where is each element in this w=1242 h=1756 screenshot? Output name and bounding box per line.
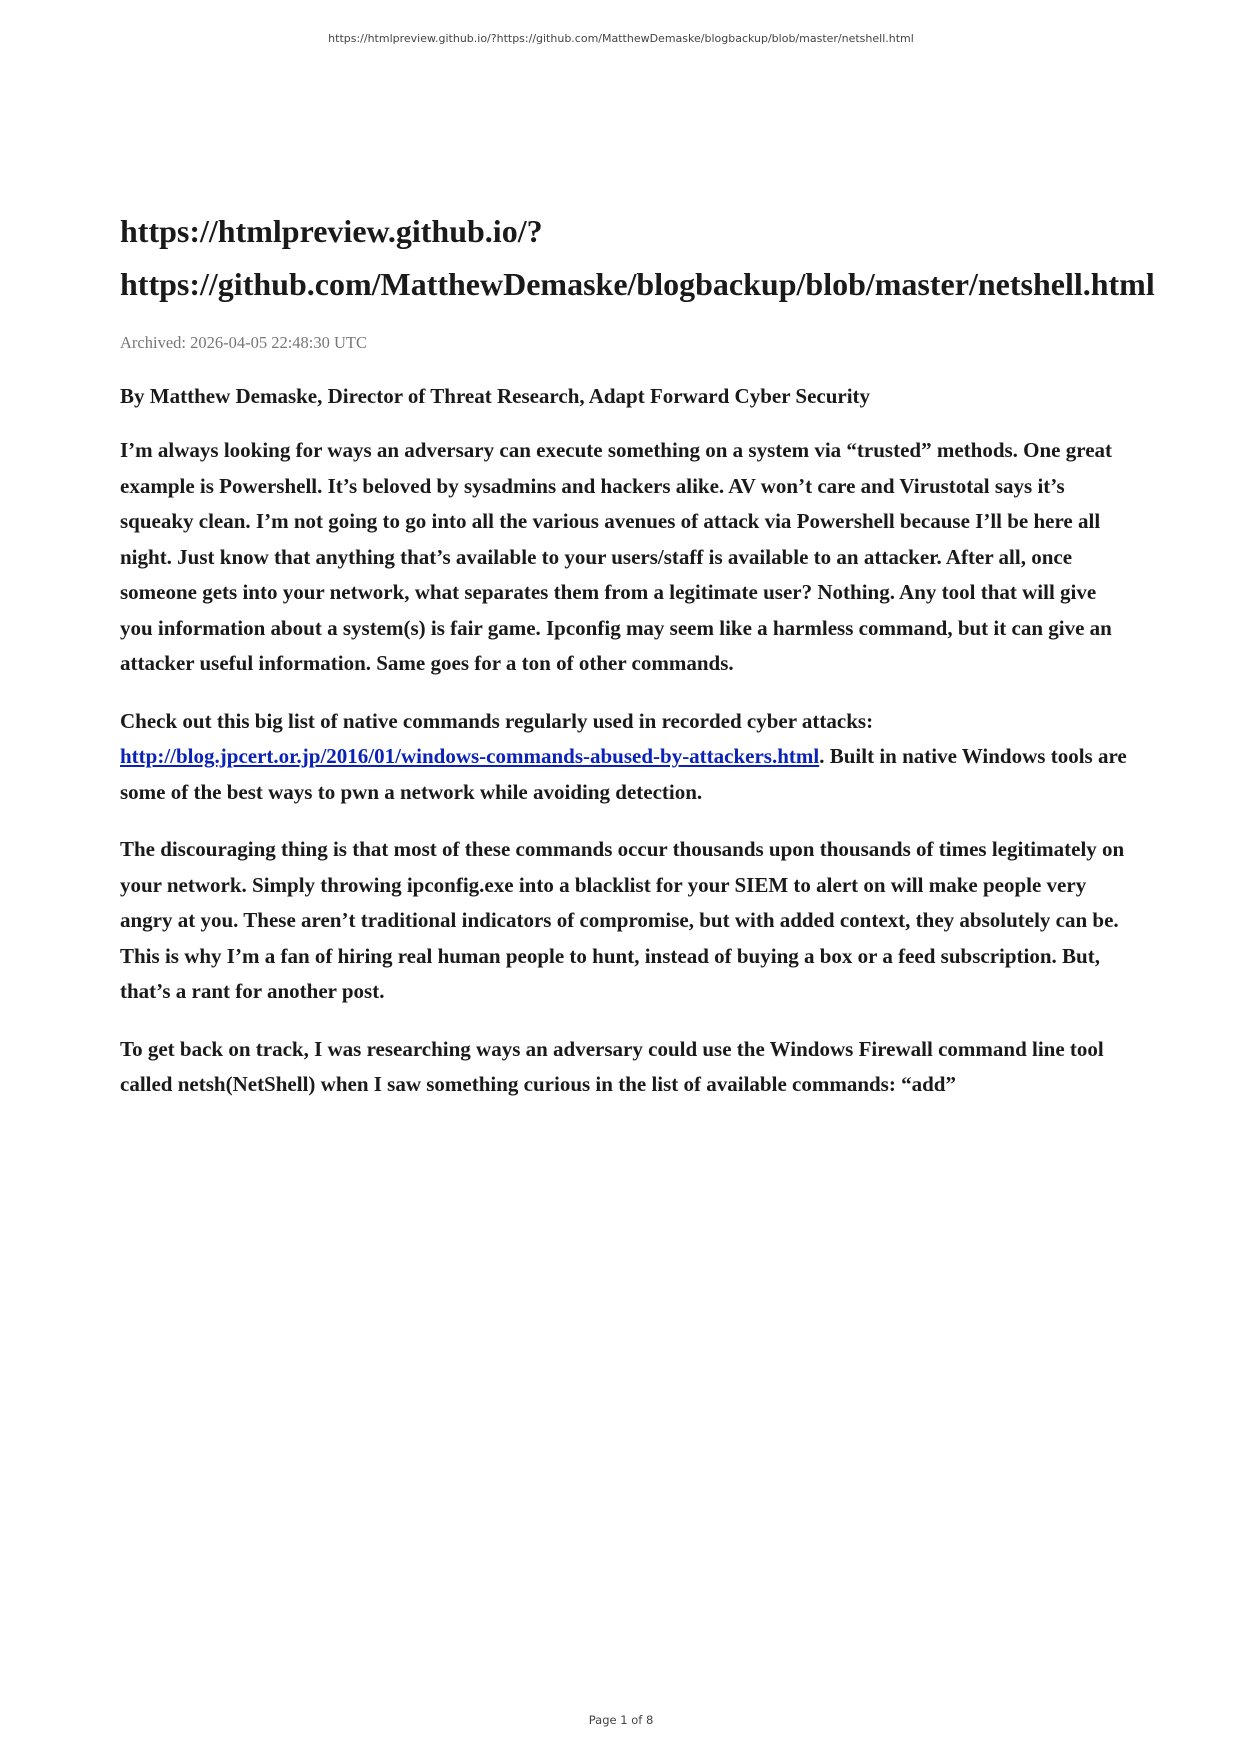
page-title [120,205,1155,311]
paragraph-2-outro: . Built in native Windows tools are some of the best ways to pwn a network while avoiding detection. [120,744,1127,804]
paragraph-3: The discouraging thing is that most of these commands occur thousands upon thousands of times legitimately on your network. Simply throwing ipconfig.exe into a blacklist for your SIEM to alert on will make people very angry at you. These aren’t traditional indicators of compromise, but with added context, they absolutely can be. This is why I’m a fan of hiring real human people to hunt, instead of buying a box or a feed subscription. But, that’s a rant for another post. [120,837,1125,1003]
archived-timestamp: Archived: 2026-04-05 22:48:30 UTC [120,333,368,352]
article [120,205,1155,1124]
running-header-url: https://htmlpreview.github.io/?https://github.com/MatthewDemaske/blogbackup/blob/master/netshell.html [328,32,914,45]
page-title-line-2: https://github.com/MatthewDemaske/blogbackup/blob/master/netshell.html [120,266,1155,302]
paragraph-1: I’m always looking for ways an adversary can execute something on a system via “trusted” methods. One great example is Powershell. It’s beloved by sysadmins and hackers alike. AV won’t care and Virustotal says it’s squeaky clean. I’m not going to go into all the various avenues of attack via Powershell because I’ll be here all night. Just know that anything that’s available to your users/staff is available to an attacker. After all, once someone gets into your network, what separates them from a legitimate user? Nothing. Any tool that will give you information about a system(s) is fair game. Ipconfig may seem like a harmless command, but it can give an attacker useful information. Same goes for a ton of other commands. [120,438,1113,675]
author-byline: By Matthew Demaske, Director of Threat Research, Adapt Forward Cyber Security [120,384,871,408]
paragraph-4: To get back on track, I was researching ways an adversary could use the Windows Firewall command line tool called netsh(NetShell) when I saw something curious in the list of available commands: “add” [120,1036,1104,1096]
page-title-line-1: https://htmlpreview.github.io/? [120,213,543,249]
paragraph-2 [120,704,1130,811]
jpcert-link[interactable]: http://blog.jpcert.or.jp/2016/01/windows-commands-abused-by-attackers.html [120,744,820,768]
page-number: Page 1 of 8 [588,1713,654,1727]
paragraph-2-intro: Check out this big list of native commands regularly used in recorded cyber attacks: [120,708,874,733]
